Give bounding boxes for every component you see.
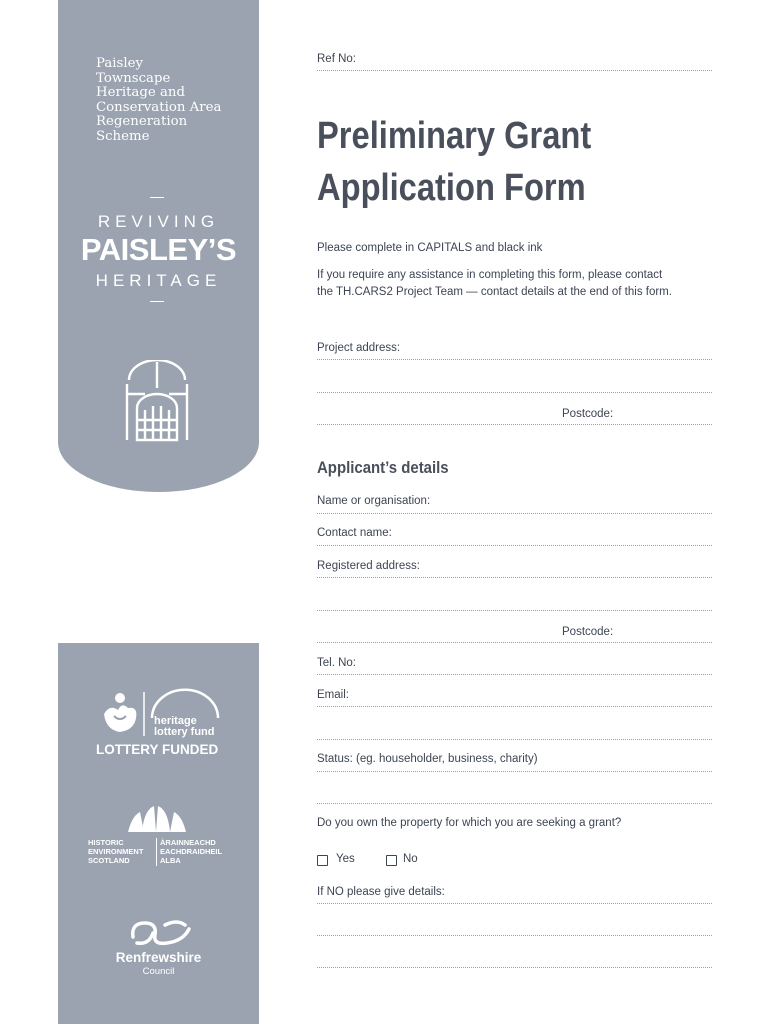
hes-line: ENVIRONMENT <box>88 847 144 856</box>
own-property-question: Do you own the property for which you are seeking a grant? <box>317 817 622 829</box>
paisley-emblem-icon <box>123 360 191 444</box>
project-address-label: Project address: <box>317 342 401 354</box>
if-no-details-field[interactable] <box>317 903 712 904</box>
registered-address-label: Registered address: <box>317 560 420 572</box>
ref-no-field[interactable] <box>317 70 712 71</box>
scheme-title-line: Heritage and <box>96 85 185 101</box>
form-title <box>317 110 591 214</box>
tel-no-field[interactable] <box>317 674 712 675</box>
hes-divider <box>156 838 157 866</box>
hes-line: HISTORIC <box>88 838 124 847</box>
project-address-field-2[interactable] <box>317 392 712 393</box>
lottery-logo-word: lottery fund <box>154 726 215 738</box>
email-label: Email: <box>317 689 349 701</box>
if-no-details-field-3[interactable] <box>317 967 712 968</box>
divider-dash <box>150 301 164 302</box>
renfrewshire-council-logo-icon <box>127 915 197 949</box>
lottery-logo-word: heritage <box>154 715 197 727</box>
scheme-title-line: Conservation Area <box>96 99 222 115</box>
renfrewshire-label: Renfrewshire <box>115 950 202 965</box>
hes-gaelic-name <box>160 838 250 865</box>
hes-line: ÀRAINNEACHD <box>160 838 216 847</box>
project-postcode-label: Postcode: <box>562 408 614 420</box>
assistance-text <box>317 267 717 301</box>
registered-address-field-2[interactable] <box>317 610 712 611</box>
applicant-details-heading: Applicant’s details <box>317 458 449 477</box>
no-label: No <box>403 853 418 865</box>
if-no-details-field-2[interactable] <box>317 935 712 936</box>
instruction-text: Please complete in CAPITALS and black ink <box>317 242 543 254</box>
scheme-title-line: Scheme <box>96 128 150 144</box>
paisleys-label: PAISLEY’S <box>80 232 237 267</box>
email-field-2[interactable] <box>317 739 712 740</box>
reviving-label: REVIVING <box>97 212 220 231</box>
contact-name-label: Contact name: <box>317 527 392 539</box>
historic-environment-scotland-logo-icon <box>88 802 228 836</box>
email-field[interactable] <box>317 706 712 707</box>
hes-english-name <box>88 838 158 865</box>
applicant-postcode-field[interactable] <box>317 642 712 643</box>
form-title-line-1: Preliminary Grant <box>317 115 592 157</box>
name-organisation-label: Name or organisation: <box>317 495 431 507</box>
project-postcode-field[interactable] <box>317 424 712 425</box>
name-organisation-field[interactable] <box>317 513 712 514</box>
status-field-2[interactable] <box>317 803 712 804</box>
divider-dash <box>150 197 164 198</box>
hes-line: ALBA <box>160 856 181 865</box>
contact-name-field[interactable] <box>317 545 712 546</box>
heritage-label: HERITAGE <box>95 271 222 290</box>
scheme-title-line: Paisley <box>96 56 143 71</box>
if-no-details-label: If NO please give details: <box>317 886 445 898</box>
scheme-title-line: Townscape <box>96 70 171 86</box>
scheme-title-line: Regeneration <box>96 114 188 130</box>
form-title-line-2: Application Form <box>317 167 586 209</box>
scheme-title <box>96 57 246 145</box>
lottery-logo-icon <box>96 688 226 740</box>
hes-line: SCOTLAND <box>88 856 130 865</box>
council-label: Council <box>142 966 175 977</box>
applicant-postcode-label: Postcode: <box>562 626 614 638</box>
assistance-line-1: If you require any assistance in completing this form, please contact <box>317 269 663 281</box>
tel-no-label: Tel. No: <box>317 657 356 669</box>
ref-no-label: Ref No: <box>317 53 356 65</box>
status-field[interactable] <box>317 771 712 772</box>
yes-label: Yes <box>336 853 355 865</box>
hes-line: EACHDRAIDHEIL <box>160 847 223 856</box>
lottery-funded-label: LOTTERY FUNDED <box>96 742 219 757</box>
status-label: Status: (eg. householder, business, charity) <box>317 753 538 765</box>
no-checkbox[interactable] <box>386 855 397 866</box>
registered-address-field[interactable] <box>317 577 712 578</box>
yes-checkbox[interactable] <box>317 855 328 866</box>
assistance-line-2: the TH.CARS2 Project Team — contact details at the end of this form. <box>317 286 672 298</box>
project-address-field[interactable] <box>317 359 712 360</box>
